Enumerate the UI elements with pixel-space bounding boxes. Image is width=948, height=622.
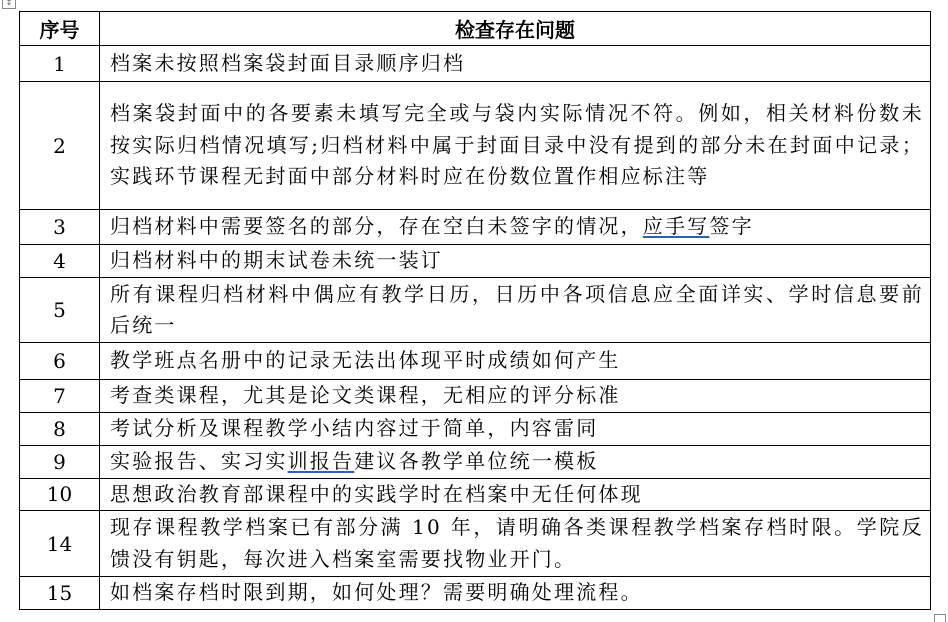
table-row	[20, 46, 931, 82]
row-number: 7	[20, 380, 100, 413]
underlined-text: 应手写	[642, 214, 710, 239]
table-row	[20, 210, 931, 245]
table-anchor-icon[interactable]: ↕	[2, 0, 16, 9]
header-issues: 检查存在问题	[100, 12, 931, 46]
row-number: 14	[20, 511, 100, 577]
table-resize-handle[interactable]	[934, 614, 946, 622]
table-row	[20, 380, 931, 413]
row-issue-text: 归档材料中的期末试卷未统一装订	[100, 245, 931, 278]
row-number: 15	[20, 577, 100, 610]
row-issue-text	[100, 445, 931, 478]
issue-text-part: 实验报告、实习实	[110, 448, 288, 473]
row-number: 3	[20, 210, 100, 245]
table-header-row	[20, 12, 931, 46]
header-serial-number: 序号	[20, 12, 100, 46]
row-issue-text: 思想政治教育部课程中的实践学时在档案中无任何体现	[100, 478, 931, 511]
table-row	[20, 82, 931, 210]
row-issue-text: 教学班点名册中的记录无法出体现平时成绩如何产生	[100, 343, 931, 380]
table-row	[20, 343, 931, 380]
issue-text-part: 建议各教学单位统一模板	[354, 448, 599, 473]
row-number: 2	[20, 82, 100, 210]
row-issue-text	[100, 210, 931, 245]
row-issue-text: 档案未按照档案袋封面目录顺序归档	[100, 46, 931, 82]
table-row	[20, 445, 931, 478]
table-row	[20, 278, 931, 343]
inspection-issues-table	[19, 11, 931, 610]
table-row	[20, 511, 931, 577]
row-number: 8	[20, 413, 100, 446]
row-issue-text: 所有课程归档材料中偶应有教学日历，日历中各项信息应全面详实、学时信息要前后统一	[100, 278, 931, 343]
issue-text-part: 归档材料中需要签名的部分，存在空白未签字的情况，	[110, 214, 643, 239]
row-issue-text: 考试分析及课程教学小结内容过于简单，内容雷同	[100, 413, 931, 446]
row-number: 10	[20, 478, 100, 511]
row-issue-text: 档案袋封面中的各要素未填写完全或与袋内实际情况不符。例如，相关材料份数未按实际归档情况填写;归档材料中属于封面目录中没有提到的部分未在封面中记录；实践环节课程无封面中部分材料时应在份数位置作相应标注等	[100, 82, 931, 210]
row-issue-text: 考查类课程，尤其是论文类课程，无相应的评分标准	[100, 380, 931, 413]
table-row	[20, 413, 931, 446]
table-row	[20, 577, 931, 610]
table-row	[20, 478, 931, 511]
row-number: 6	[20, 343, 100, 380]
underlined-text: 训报告	[287, 448, 355, 473]
row-number: 5	[20, 278, 100, 343]
table-row	[20, 245, 931, 278]
row-issue-text: 现存课程教学档案已有部分满 10 年，请明确各类课程教学档案存档时限。学院反馈没有钥匙，每次进入档案室需要找物业开门。	[100, 511, 931, 577]
row-number: 4	[20, 245, 100, 278]
issue-text-part: 签字	[709, 214, 754, 239]
row-number: 9	[20, 445, 100, 478]
row-issue-text: 如档案存档时限到期，如何处理？需要明确处理流程。	[100, 577, 931, 610]
row-number: 1	[20, 46, 100, 82]
